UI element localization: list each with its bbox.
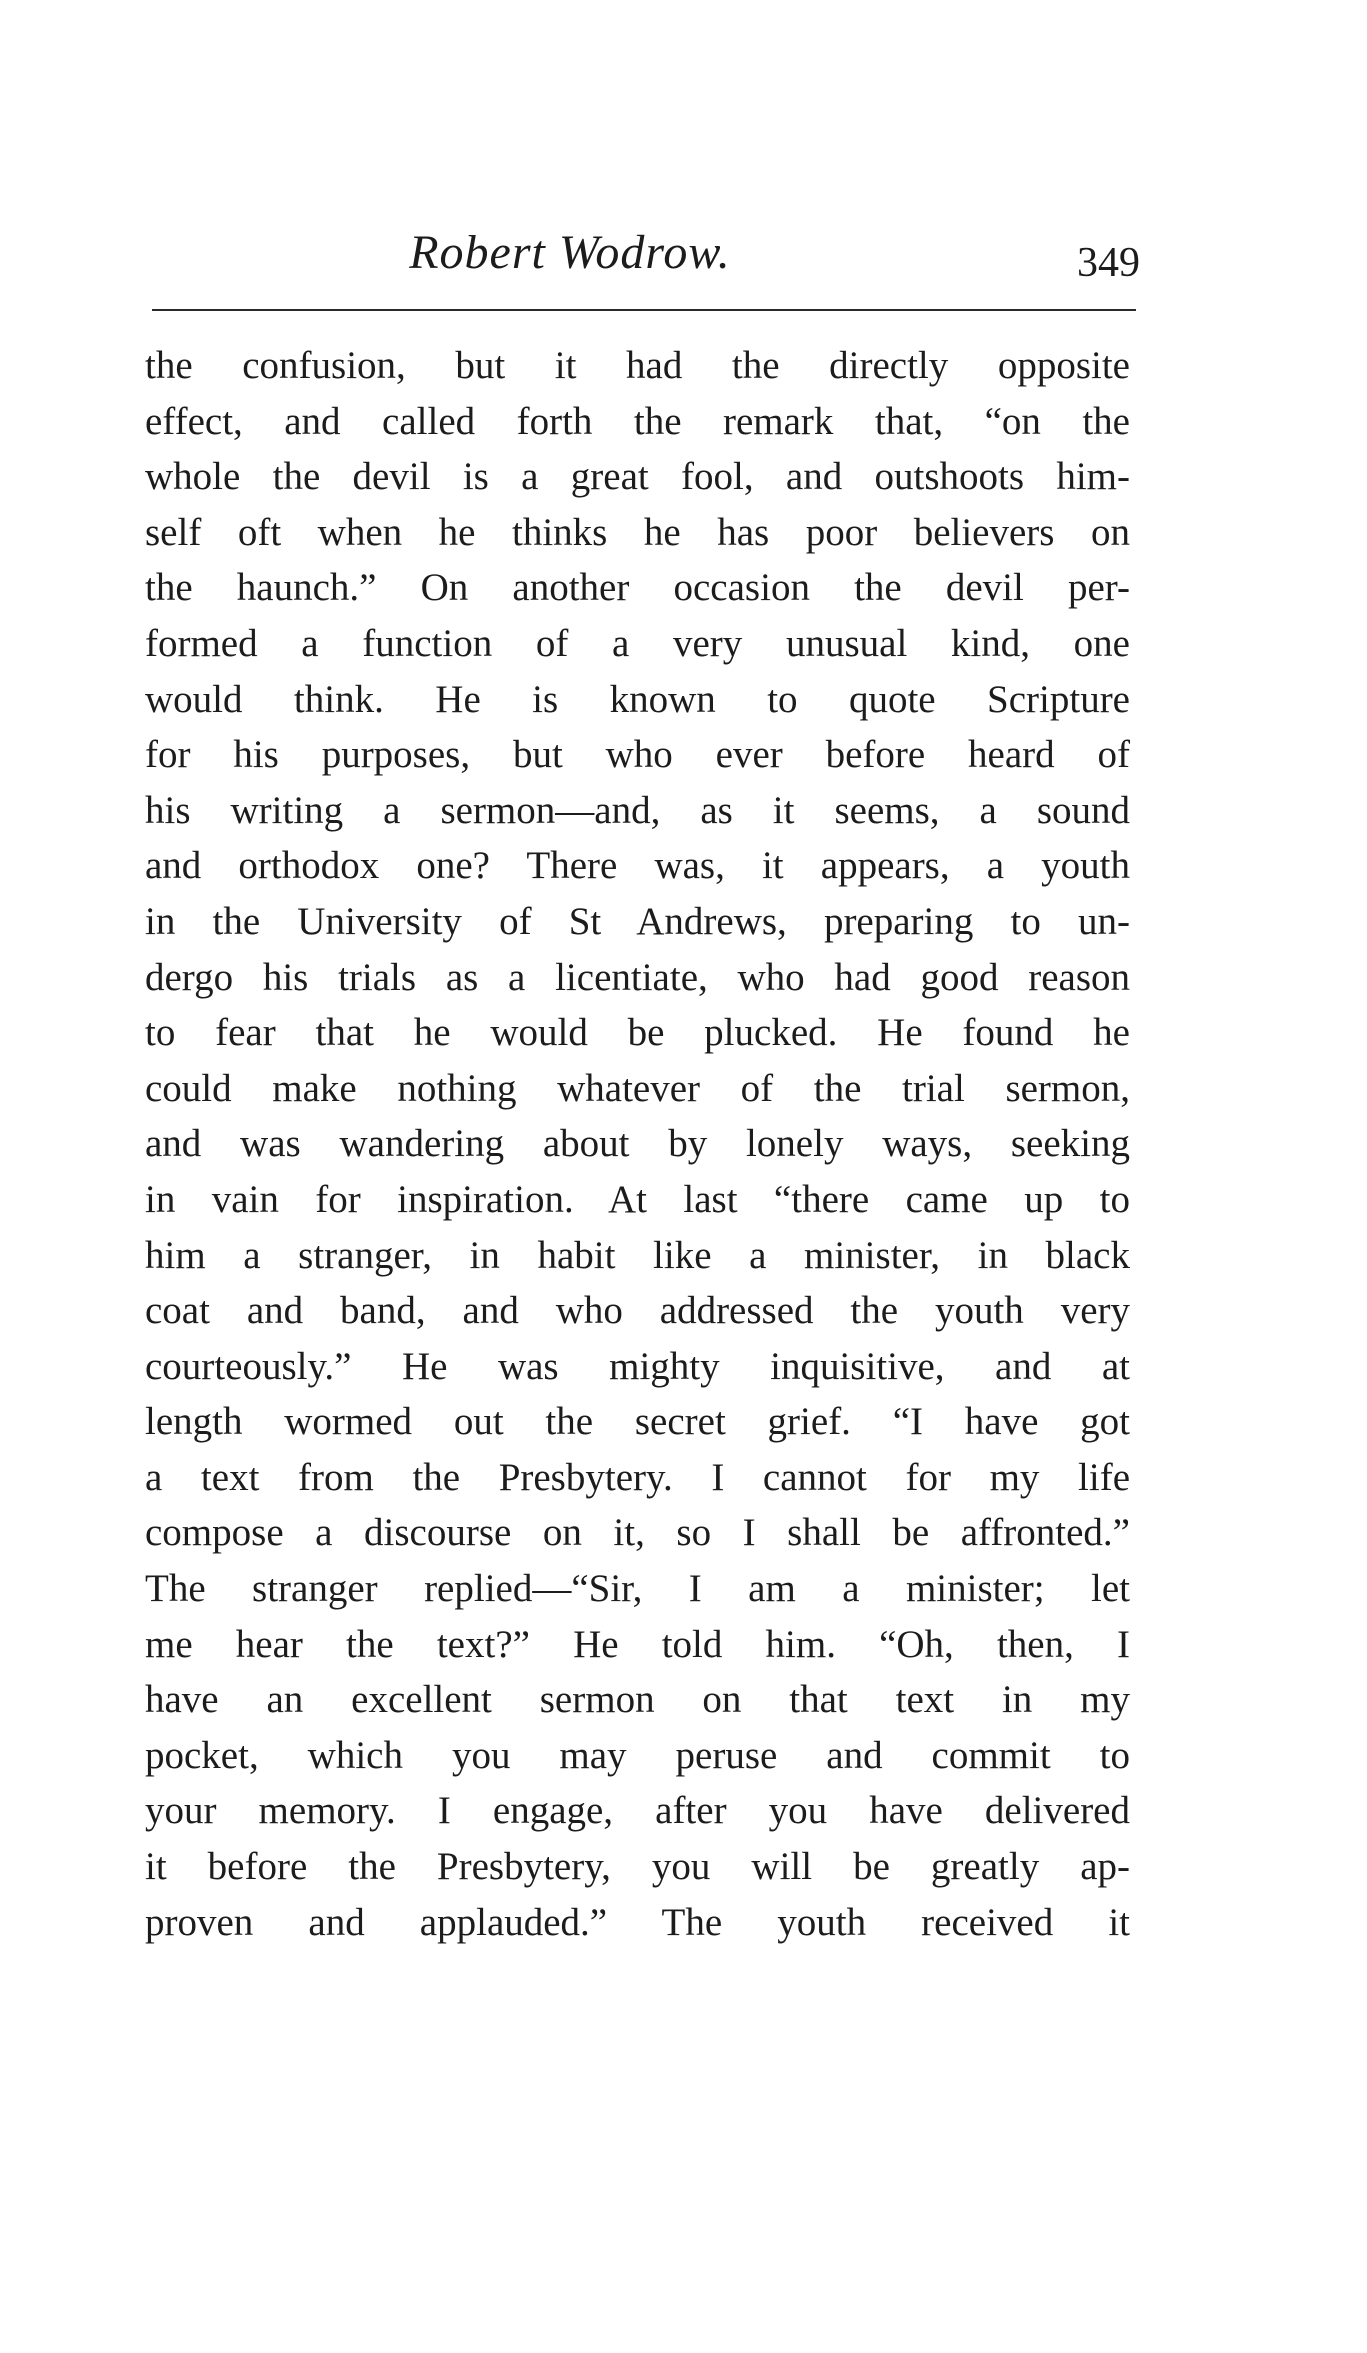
text-line: the haunch.” On another occasion the devil per-: [145, 566, 1130, 610]
text-line: whole the devil is a great fool, and outshoots him-: [145, 455, 1130, 499]
text-line: it before the Presbytery, you will be greatly ap-: [145, 1845, 1130, 1889]
text-line: could make nothing whatever of the trial sermon,: [145, 1066, 1130, 1110]
text-line: length wormed out the secret grief. “I have got: [145, 1400, 1130, 1444]
text-line: the confusion, but it had the directly opposite: [145, 344, 1130, 387]
text-line: pocket, which you may peruse and commit to: [145, 1733, 1130, 1777]
running-title: Robert Wodrow.: [409, 226, 731, 279]
text-line: your memory. I engage, after you have delivered: [145, 1789, 1130, 1833]
text-line: formed a function of a very unusual kind, one: [145, 621, 1130, 665]
text-line: and was wandering about by lonely ways, seeking: [145, 1122, 1130, 1166]
text-line: The stranger replied—“Sir, I am a minister; let: [145, 1567, 1130, 1611]
text-line: proven and applauded.” The youth received it: [145, 1900, 1130, 1944]
text-line: would think. He is known to quote Scripture: [145, 677, 1130, 721]
text-line: courteously.” He was mighty inquisitive, and at: [145, 1344, 1130, 1388]
text-line: for his purposes, but who ever before heard of: [145, 733, 1130, 777]
body-text: [145, 338, 1130, 1950]
text-line: have an excellent sermon on that text in my: [145, 1678, 1130, 1722]
text-line: a text from the Presbytery. I cannot for my life: [145, 1455, 1130, 1499]
text-line: me hear the text?” He told him. “Oh, then, I: [145, 1622, 1130, 1666]
text-line: self oft when he thinks he has poor believers on: [145, 510, 1130, 554]
text-line: him a stranger, in habit like a minister, in black: [145, 1233, 1130, 1277]
text-line: in the University of St Andrews, preparing to un-: [145, 899, 1130, 943]
header-rule: [152, 309, 1136, 311]
text-line: to fear that he would be plucked. He found he: [145, 1011, 1130, 1055]
text-line: his writing a sermon—and, as it seems, a sound: [145, 788, 1130, 832]
text-line: and orthodox one? There was, it appears, a youth: [145, 844, 1130, 888]
text-line: coat and band, and who addressed the youth very: [145, 1289, 1130, 1333]
text-line: dergo his trials as a licentiate, who had good reason: [145, 955, 1130, 999]
text-line: compose a discourse on it, so I shall be affronted.”: [145, 1511, 1130, 1555]
page-number: 349: [1077, 240, 1140, 286]
text-line: in vain for inspiration. At last “there came up to: [145, 1177, 1130, 1221]
text-line: effect, and called forth the remark that, “on the: [145, 399, 1130, 443]
